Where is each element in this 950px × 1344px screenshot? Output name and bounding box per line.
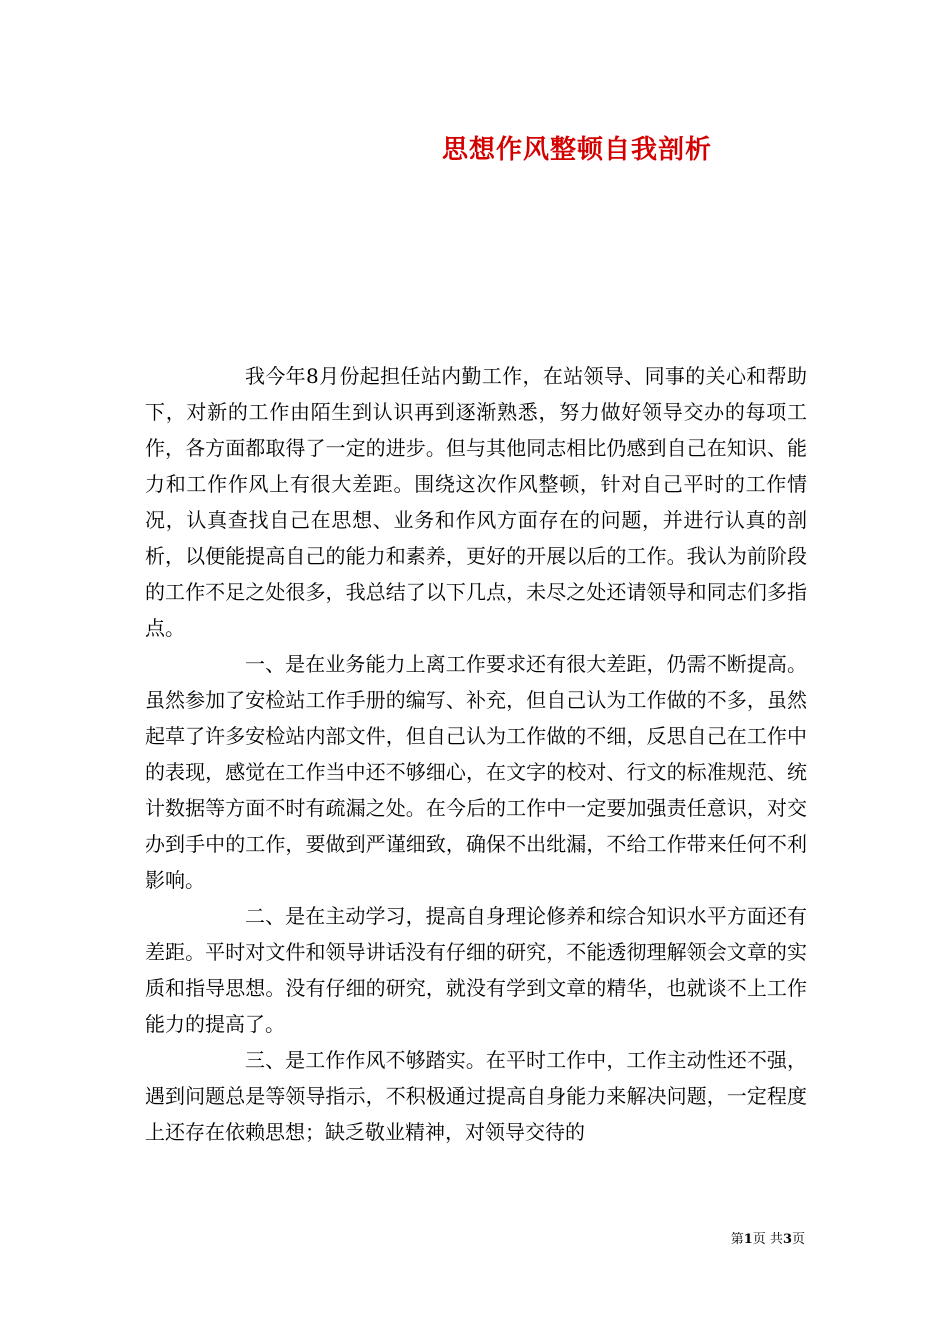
document-body	[145, 358, 807, 1150]
paragraph-point-three: 三、是工作作风不够踏实。在平时工作中，工作主动性还不强，遇到问题总是等领导指示，不积极通过提高自身能力来解决问题，一定程度上还存在依赖思想；缺乏敬业精神，对领导交待的	[145, 1048, 807, 1144]
paragraph-point-one: 一、是在业务能力上离工作要求还有很大差距，仍需不断提高。虽然参加了安检站工作手册的编写、补充，但自己认为工作做的不多，虽然起草了许多安检站内部文件，但自己认为工作做的不细，反思自己在工作中的表现，感觉在工作当中还不够细心，在文字的校对、行文的标准规范、统计数据等方面不时有疏漏之处。在今后的工作中一定要加强责任意识，对交办到手中的工作，要做到严谨细致，确保不出纰漏，不给工作带来任何不利影响。	[145, 652, 807, 892]
paragraph-point-two: 二、是在主动学习，提高自身理论修养和综合知识水平方面还有差距。平时对文件和领导讲话没有仔细的研究，不能透彻理解领会文章的实质和指导思想。没有仔细的研究，就没有学到文章的精华，也就谈不上工作能力的提高了。	[145, 904, 807, 1036]
footer-suffix: 页	[791, 1232, 805, 1247]
footer-total-pages: 3	[782, 1232, 792, 1247]
footer-prefix: 第	[730, 1232, 744, 1247]
paragraph-intro: 我今年8月份起担任站内勤工作，在站领导、同事的关心和帮助下，对新的工作由陌生到认识再到逐渐熟悉，努力做好领导交办的每项工作，各方面都取得了一定的进步。但与其他同志相比仍感到自己在知识、能力和工作作风上有很大差距。围绕这次作风整顿，针对自己平时的工作情况，认真查找自己在思想、业务和作风方面存在的问题，并进行认真的剖析，以便能提高自己的能力和素养，更好的开展以后的工作。我认为前阶段的工作不足之处很多，我总结了以下几点，未尽之处还请领导和同志们多指点。	[145, 364, 807, 640]
footer-middle: 页 共	[752, 1232, 783, 1247]
page-number-footer	[731, 1231, 805, 1249]
footer-current-page: 1	[743, 1232, 753, 1247]
document-title: 思想作风整顿自我剖析	[441, 135, 712, 165]
